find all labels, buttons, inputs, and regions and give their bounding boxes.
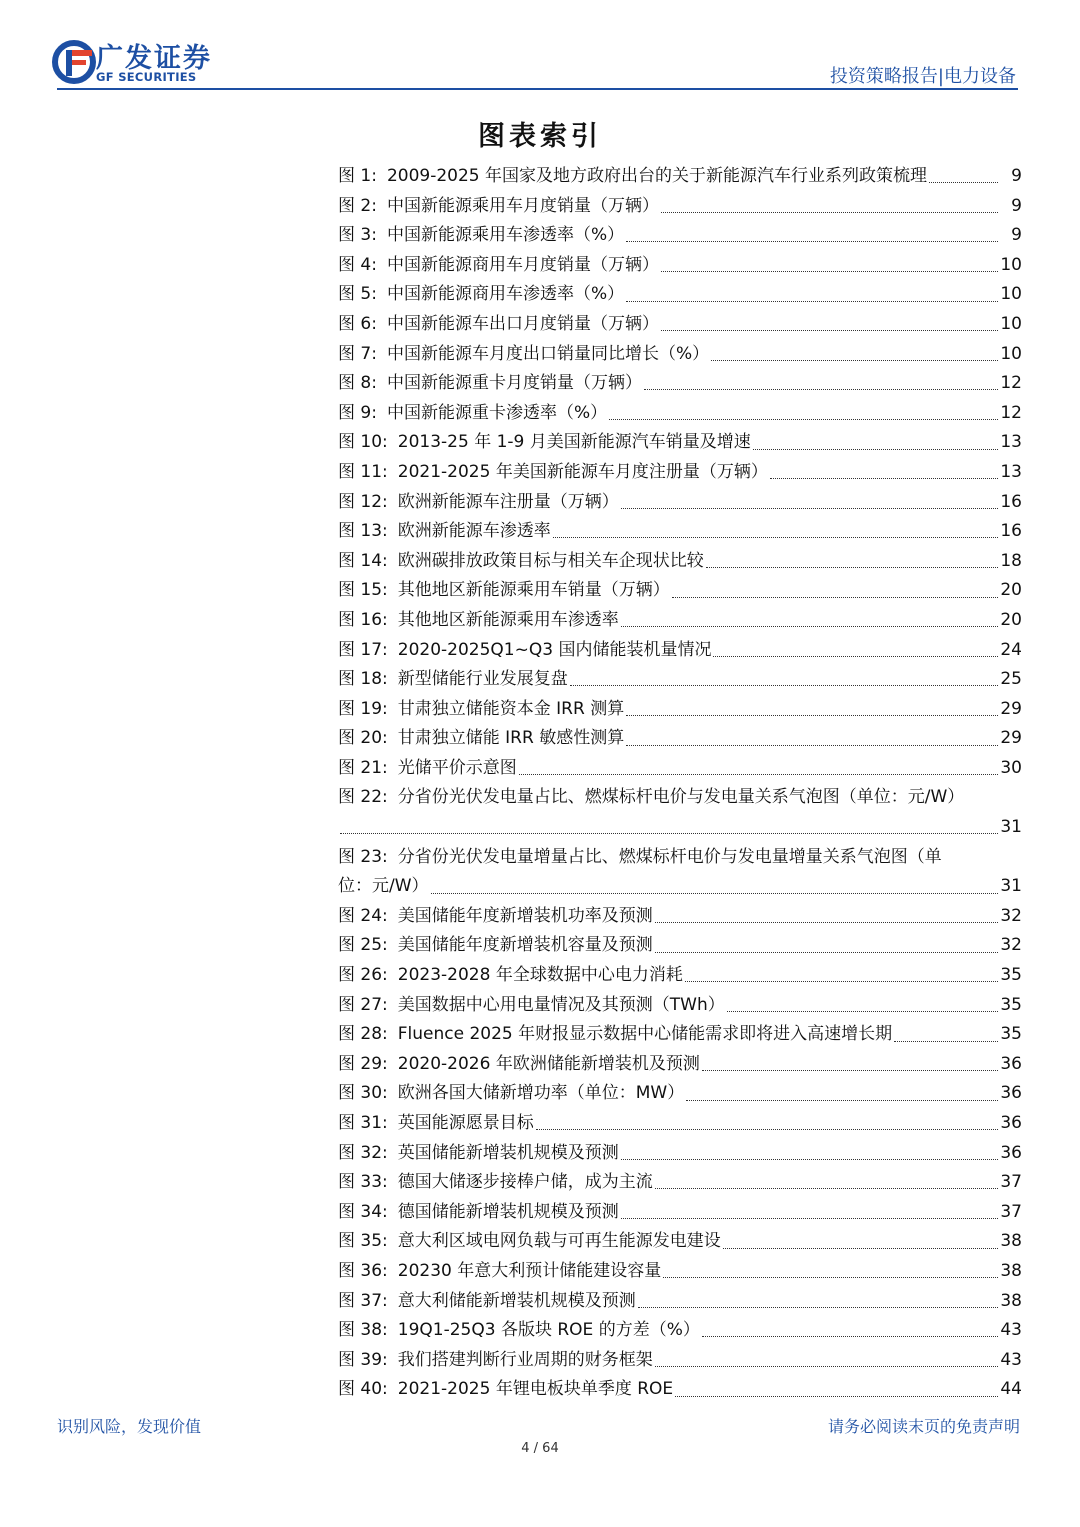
dot-leader [727, 1011, 998, 1012]
toc-entry[interactable] [338, 547, 1022, 577]
dot-leader [553, 537, 998, 538]
toc-entry-number: 图 14: [338, 550, 388, 571]
toc-entry-number: 图 6: [338, 313, 377, 334]
toc-entry[interactable] [338, 310, 1022, 340]
toc-entry-page: 31 [1000, 817, 1022, 838]
toc-entry-page: 12 [1000, 402, 1022, 423]
toc-entry-title: 其他地区新能源乘用车销量（万辆） [397, 580, 670, 601]
toc-entry-page: 9 [1011, 195, 1022, 216]
toc-entry-page: 13 [1000, 461, 1022, 482]
toc-entry-number: 图 10: [338, 432, 388, 453]
toc-entry[interactable] [338, 162, 1022, 192]
toc-entry-title: 欧洲新能源车渗透率 [397, 521, 551, 542]
page-number: 4 / 64 [521, 1441, 559, 1456]
toc-entry[interactable] [338, 1050, 1022, 1080]
dot-leader [753, 449, 998, 450]
toc-entry-number: 图 5: [338, 284, 377, 305]
toc-entry-page: 9 [1011, 225, 1022, 246]
toc-entry-number: 图 19: [338, 698, 388, 719]
dot-leader [661, 330, 998, 331]
dot-leader [536, 1129, 998, 1130]
toc-entry-title: 2021-2025 年锂电板块单季度 ROE [397, 1379, 674, 1400]
toc-entry-number: 图 34: [338, 1201, 388, 1222]
toc-entry-page: 24 [1000, 639, 1022, 660]
toc-entry-page: 10 [1000, 254, 1022, 275]
toc-entry-page: 36 [1000, 1142, 1022, 1163]
toc-entry-page: 43 [1000, 1349, 1022, 1370]
dot-leader [644, 389, 998, 390]
gf-securities-logo [52, 40, 232, 88]
dot-leader [770, 478, 998, 479]
figure-index-list [338, 162, 1022, 1405]
toc-entry[interactable] [338, 1168, 1022, 1198]
dot-leader [621, 508, 998, 509]
toc-entry-title: 欧洲新能源车注册量（万辆） [397, 491, 619, 512]
toc-entry[interactable] [338, 399, 1022, 429]
toc-entry[interactable] [338, 1316, 1022, 1346]
dot-leader [431, 893, 998, 894]
report-type: 投资策略报告|电力设备 [829, 66, 1016, 87]
toc-entry[interactable] [338, 1139, 1022, 1169]
toc-entry-number: 图 21: [338, 757, 388, 778]
toc-entry-page: 37 [1000, 1172, 1022, 1193]
toc-entry-title: 中国新能源车月度出口销量同比增长（%） [386, 343, 710, 364]
toc-entry[interactable] [338, 724, 1022, 754]
toc-entry-number: 图 27: [338, 994, 388, 1015]
toc-entry[interactable] [338, 192, 1022, 222]
toc-entry-number: 图 28: [338, 1024, 388, 1045]
toc-entry-number: 图 40: [338, 1379, 388, 1400]
toc-entry[interactable] [338, 1375, 1022, 1405]
toc-entry-page: 10 [1000, 313, 1022, 334]
toc-entry-number: 图 24: [338, 905, 388, 926]
toc-entry-title: 欧洲碳排放政策目标与相关车企现状比较 [397, 550, 704, 571]
toc-entry-title: 新型储能行业发展复盘 [397, 669, 568, 690]
toc-entry-title: 19Q1-25Q3 各版块 ROE 的方差（%） [397, 1320, 700, 1341]
toc-entry-number: 图 33: [338, 1172, 388, 1193]
dot-leader [626, 715, 998, 716]
dot-leader [706, 567, 998, 568]
toc-entry-page: 29 [1000, 728, 1022, 749]
dot-leader [609, 419, 998, 420]
toc-entry-title: 中国新能源车出口月度销量（万辆） [386, 313, 659, 334]
toc-entry-page: 36 [1000, 1053, 1022, 1074]
toc-entry-title: 欧洲各国大储新增功率（单位：MW） [397, 1083, 685, 1104]
toc-entry-page: 10 [1000, 284, 1022, 305]
toc-entry-number: 图 38: [338, 1320, 388, 1341]
toc-entry-title: 2020-2025Q1~Q3 国内储能装机量情况 [397, 639, 712, 660]
dot-leader [686, 1100, 998, 1101]
toc-entry-title: 分省份光伏发电量占比、燃煤标杆电价与发电量关系气泡图（单位：元/W） [397, 787, 965, 808]
toc-entry[interactable] [338, 636, 1022, 666]
toc-entry[interactable] [338, 991, 1022, 1021]
dot-leader [621, 1159, 998, 1160]
toc-entry-number: 图 30: [338, 1083, 388, 1104]
toc-entry-page: 38 [1000, 1290, 1022, 1311]
toc-entry-number: 图 3: [338, 225, 377, 246]
dot-leader [626, 301, 998, 302]
dot-leader [675, 1396, 998, 1397]
toc-entry[interactable] [338, 961, 1022, 991]
toc-entry-page: 20 [1000, 580, 1022, 601]
toc-entry-number: 图 32: [338, 1142, 388, 1163]
toc-entry[interactable] [338, 251, 1022, 281]
dot-leader [929, 182, 998, 183]
toc-entry-title: 意大利储能新增装机规模及预测 [397, 1290, 636, 1311]
toc-entry-page: 20 [1000, 609, 1022, 630]
page-title: 图表索引 [478, 121, 602, 152]
toc-entry-page: 16 [1000, 491, 1022, 512]
toc-entry-number: 图 11: [338, 461, 388, 482]
toc-entry-page: 12 [1000, 373, 1022, 394]
toc-entry-page: 44 [1000, 1379, 1022, 1400]
toc-entry-page: 37 [1000, 1201, 1022, 1222]
toc-entry-page: 35 [1000, 994, 1022, 1015]
dot-leader [638, 1307, 998, 1308]
toc-entry[interactable] [338, 428, 1022, 458]
toc-entry[interactable] [338, 1287, 1022, 1317]
toc-entry-title: 2020-2026 年欧洲储能新增装机及预测 [397, 1053, 700, 1074]
toc-entry-title: 中国新能源重卡渗透率（%） [386, 402, 608, 423]
toc-entry-title: 20230 年意大利预计储能建设容量 [397, 1260, 662, 1281]
dot-leader [711, 360, 998, 361]
toc-entry-number: 图 12: [338, 491, 388, 512]
dot-leader [626, 241, 998, 242]
dot-leader [570, 685, 998, 686]
brand-name-cn: 广发证券 [96, 43, 212, 74]
toc-entry-page: 10 [1000, 343, 1022, 364]
toc-entry-number: 图 13: [338, 521, 388, 542]
toc-entry-title: 甘肃独立储能资本金 IRR 测算 [397, 698, 625, 719]
toc-entry[interactable] [338, 517, 1022, 547]
toc-entry-number: 图 36: [338, 1260, 388, 1281]
toc-entry-title: 中国新能源商用车月度销量（万辆） [386, 254, 659, 275]
toc-entry-title: 分省份光伏发电量增量占比、燃煤标杆电价与发电量增量关系气泡图（单 [397, 846, 942, 867]
footer-slogan: 识别风险，发现价值 [57, 1417, 202, 1436]
toc-entry[interactable] [338, 931, 1022, 961]
toc-entry[interactable] [338, 340, 1022, 370]
dot-leader [661, 271, 998, 272]
toc-entry-title: 2021-2025 年美国新能源车月度注册量（万辆） [397, 461, 768, 482]
dot-leader [894, 1041, 998, 1042]
toc-entry[interactable] [338, 606, 1022, 636]
toc-entry-title: 美国储能年度新增装机容量及预测 [397, 935, 653, 956]
toc-entry-title: 中国新能源商用车渗透率（%） [386, 284, 625, 305]
toc-entry-page: 35 [1000, 965, 1022, 986]
toc-entry-number: 图 35: [338, 1231, 388, 1252]
dot-leader [655, 922, 998, 923]
toc-entry-page: 29 [1000, 698, 1022, 719]
toc-entry[interactable] [338, 665, 1022, 695]
toc-entry[interactable] [338, 695, 1022, 725]
toc-entry-title: 其他地区新能源乘用车渗透率 [397, 609, 619, 630]
toc-entry-number: 图 4: [338, 254, 377, 275]
toc-entry-page: 32 [1000, 905, 1022, 926]
toc-entry-number: 图 9: [338, 402, 377, 423]
toc-entry-number: 图 2: [338, 195, 377, 216]
toc-entry-page: 13 [1000, 432, 1022, 453]
toc-entry-page: 36 [1000, 1113, 1022, 1133]
toc-entry[interactable] [338, 280, 1022, 310]
toc-entry-title: 中国新能源乘用车渗透率（%） [386, 225, 625, 246]
toc-entry-number: 图 15: [338, 580, 388, 601]
toc-entry[interactable] [338, 1079, 1022, 1109]
toc-entry-number: 图 37: [338, 1290, 388, 1311]
toc-entry-number: 图 26: [338, 965, 388, 986]
toc-entry-page: 31 [1000, 876, 1022, 897]
page-header [0, 0, 1080, 92]
toc-entry-page: 16 [1000, 521, 1022, 542]
gf-logo-mark-icon [52, 40, 96, 84]
toc-entry-title-cont: 位：元/W） [338, 876, 429, 897]
dot-leader [655, 1366, 998, 1367]
toc-entry-page: 25 [1000, 669, 1022, 690]
dot-leader [685, 981, 998, 982]
toc-entry-page: 36 [1000, 1083, 1022, 1104]
toc-entry-title: 光储平价示意图 [397, 757, 517, 778]
toc-entry-title: 我们搭建判断行业周期的财务框架 [397, 1349, 653, 1370]
toc-entry-title: 美国数据中心用电量情况及其预测（TWh） [397, 994, 725, 1015]
toc-entry-page: 38 [1000, 1260, 1022, 1281]
footer-disclaimer[interactable]: 请务必阅读末页的免责声明 [827, 1417, 1020, 1436]
toc-entry-page: 35 [1000, 1024, 1022, 1045]
toc-entry-title: 英国能源愿景目标 [397, 1113, 534, 1133]
toc-entry-title: 中国新能源重卡月度销量（万辆） [386, 373, 642, 394]
toc-entry-number: 图 16: [338, 609, 388, 630]
toc-entry[interactable] [338, 1109, 1022, 1139]
toc-entry[interactable] [338, 1020, 1022, 1050]
dot-leader [663, 1277, 998, 1278]
toc-entry[interactable] [338, 488, 1022, 518]
toc-entry-title: 意大利区域电网负载与可再生能源发电建设 [397, 1231, 721, 1252]
dot-leader [340, 833, 998, 834]
toc-entry-page: 18 [1000, 550, 1022, 571]
dot-leader [713, 656, 998, 657]
toc-entry-number: 图 7: [338, 343, 377, 364]
toc-entry[interactable] [338, 843, 1022, 902]
dot-leader [626, 745, 998, 746]
toc-entry[interactable] [338, 458, 1022, 488]
toc-entry[interactable] [338, 576, 1022, 606]
toc-entry-title: 德国储能新增装机规模及预测 [397, 1201, 619, 1222]
toc-entry[interactable] [338, 1346, 1022, 1376]
dot-leader [519, 774, 998, 775]
toc-entry-number: 图 1: [338, 166, 377, 186]
toc-entry-page: 43 [1000, 1320, 1022, 1341]
toc-entry-number: 图 8: [338, 373, 377, 394]
toc-entry-title: 甘肃独立储能 IRR 敏感性测算 [397, 728, 625, 749]
toc-entry-page: 30 [1000, 757, 1022, 778]
toc-entry-number: 图 22: [338, 787, 388, 808]
toc-entry-number: 图 25: [338, 935, 388, 956]
toc-entry-title: 美国储能年度新增装机功率及预测 [397, 905, 653, 926]
toc-entry-title: 2013-25 年 1-9 月美国新能源汽车销量及增速 [397, 432, 751, 453]
toc-entry-title: 2009-2025 年国家及地方政府出台的关于新能源汽车行业系列政策梳理 [386, 166, 928, 186]
toc-entry-number: 图 39: [338, 1349, 388, 1370]
dot-leader [672, 597, 998, 598]
toc-entry[interactable] [338, 1227, 1022, 1257]
toc-entry-number: 图 18: [338, 669, 388, 690]
toc-entry-number: 图 20: [338, 728, 388, 749]
toc-entry-page: 38 [1000, 1231, 1022, 1252]
toc-entry[interactable] [338, 902, 1022, 932]
header-divider [57, 88, 1018, 90]
toc-entry-title: 英国储能新增装机规模及预测 [397, 1142, 619, 1163]
toc-entry-page: 32 [1000, 935, 1022, 956]
toc-entry[interactable] [338, 1198, 1022, 1228]
dot-leader [655, 952, 998, 953]
dot-leader [621, 626, 998, 627]
toc-entry[interactable] [338, 221, 1022, 251]
toc-entry[interactable] [338, 369, 1022, 399]
toc-entry[interactable] [338, 1257, 1022, 1287]
dot-leader [655, 1188, 998, 1189]
toc-entry-title: 中国新能源乘用车月度销量（万辆） [386, 195, 659, 216]
dot-leader [621, 1218, 998, 1219]
toc-entry-number: 图 29: [338, 1053, 388, 1074]
toc-entry[interactable] [338, 754, 1022, 784]
toc-entry-title: Fluence 2025 年财报显示数据中心储能需求即将进入高速增长期 [397, 1024, 893, 1045]
dot-leader [702, 1336, 998, 1337]
brand-name-en: GF SECURITIES [96, 70, 197, 84]
toc-entry-title: 德国大储逐步接棒户储，成为主流 [397, 1172, 653, 1193]
toc-entry-number: 图 17: [338, 639, 388, 660]
toc-entry-number: 图 23: [338, 846, 388, 867]
dot-leader [723, 1248, 998, 1249]
dot-leader [661, 212, 998, 213]
toc-entry-title: 2023-2028 年全球数据中心电力消耗 [397, 965, 683, 986]
dot-leader [702, 1070, 998, 1071]
toc-entry-number: 图 31: [338, 1113, 388, 1133]
toc-entry-page: 9 [1011, 166, 1022, 186]
toc-entry[interactable] [338, 783, 1022, 842]
